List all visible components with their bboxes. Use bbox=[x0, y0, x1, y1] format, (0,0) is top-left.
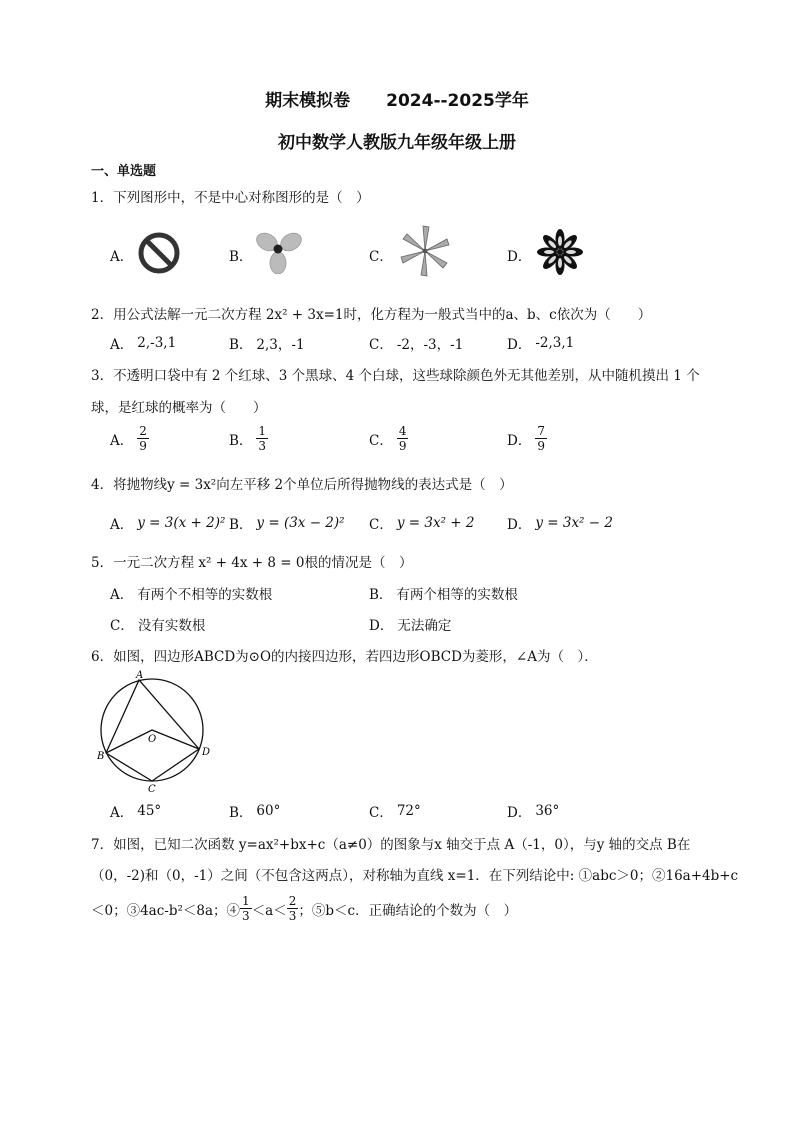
q5-option-a-value: 有两个不相等的实数根 bbox=[137, 587, 273, 603]
q4-option-b-value: y = (3x − 2)² bbox=[256, 515, 345, 531]
q3-d-denominator: 9 bbox=[537, 439, 545, 453]
q5-option-b-label: B． bbox=[369, 587, 393, 603]
label-c: C bbox=[148, 784, 156, 793]
label-a: A bbox=[136, 670, 144, 681]
q2-option-d-value: -2,3,1 bbox=[535, 335, 575, 351]
exam-title-year: 2024--2025学年 bbox=[386, 91, 529, 111]
q5-option-c bbox=[110, 614, 205, 634]
q2-option-c bbox=[369, 333, 463, 353]
q4-option-d bbox=[507, 513, 613, 533]
q6-option-c bbox=[369, 801, 421, 821]
q2-option-b-label: B． bbox=[229, 337, 253, 353]
q2-option-b bbox=[229, 333, 305, 353]
q4-option-a-value: y = 3(x + 2)² bbox=[137, 515, 226, 531]
q7-line3-part-c: ；⑤b＜c．正确结论的个数为（ ） bbox=[298, 902, 518, 919]
q3-option-c-label: C． bbox=[369, 432, 393, 449]
q1-option-c bbox=[369, 245, 397, 265]
q5-option-c-label: C． bbox=[110, 618, 134, 634]
q3-option-d-label: D． bbox=[507, 432, 532, 449]
q5-option-b-value: 有两个相等的实数根 bbox=[396, 587, 518, 603]
q3-a-numerator: 2 bbox=[139, 424, 147, 438]
q3-option-a-fraction bbox=[137, 424, 149, 453]
q6-circle-quadrilateral-figure bbox=[92, 668, 217, 793]
q3-option-a-label: A． bbox=[110, 432, 134, 449]
exam-title bbox=[0, 86, 794, 111]
q6-option-b-label: B． bbox=[229, 805, 253, 821]
q4-option-d-label: D． bbox=[507, 517, 532, 533]
q2-option-c-value: -2，-3，-1 bbox=[396, 337, 464, 353]
q6-option-a-label: A． bbox=[110, 805, 134, 821]
q6-option-c-label: C． bbox=[369, 805, 393, 821]
flower-icon bbox=[535, 227, 585, 277]
q3-c-numerator: 4 bbox=[398, 424, 407, 438]
flower-petal-highlight bbox=[544, 250, 554, 254]
question-4-text: 4．将抛物线y = 3x²向左平移 2个单位后所得抛物线的表达式是（ ） bbox=[91, 477, 513, 493]
q2-option-c-label: C． bbox=[369, 337, 393, 353]
q3-b-numerator: 1 bbox=[258, 424, 267, 438]
q4-option-c-value: y = 3x² + 2 bbox=[396, 515, 475, 531]
q7-frac1-denominator: 3 bbox=[242, 909, 250, 923]
question-6-text: 6．如图，四边形ABCD为⊙O的内接四边形，若四边形OBCD为菱形，∠A为（ ）． bbox=[91, 649, 598, 665]
q4-option-c bbox=[369, 513, 474, 533]
section-heading: 一、单选题 bbox=[91, 164, 157, 179]
q7-fraction-two-thirds bbox=[287, 894, 299, 923]
q2-option-a-label: A． bbox=[110, 337, 134, 353]
q3-d-numerator: 7 bbox=[537, 424, 545, 438]
question-3-text-line2: 球，是红球的概率为（ ） bbox=[91, 400, 267, 416]
q3-option-c-fraction bbox=[397, 424, 409, 453]
q7-line3-part-b: ＜a＜ bbox=[251, 902, 287, 919]
q3-option-d bbox=[507, 424, 547, 453]
exam-title-name: 期末模拟卷 bbox=[265, 91, 351, 111]
question-7-line1: 7．如图，已知二次函数 y=ax²+bx+c（a≠0）的图象与x 轴交于点 A（-1，0），与y 轴的交点 B在 bbox=[91, 837, 691, 853]
q3-option-d-fraction bbox=[535, 424, 547, 453]
q7-frac2-numerator: 2 bbox=[288, 894, 297, 908]
question-1-text: 1．下列图形中，不是中心对称图形的是（ ） bbox=[91, 190, 370, 206]
q3-option-c bbox=[369, 424, 408, 453]
label-b: B bbox=[97, 751, 105, 762]
q6-option-b bbox=[229, 801, 280, 821]
q5-option-a-label: A． bbox=[110, 587, 134, 603]
q1-option-c-label: C． bbox=[369, 249, 393, 265]
q3-option-b-label: B． bbox=[229, 432, 253, 449]
question-7-line3 bbox=[91, 894, 517, 923]
q3-b-denominator: 3 bbox=[258, 439, 267, 453]
q4-option-d-value: y = 3x² − 2 bbox=[535, 515, 613, 531]
q2-option-a-value: 2,-3,1 bbox=[137, 335, 177, 351]
pinwheel-icon bbox=[397, 223, 453, 279]
question-7-line2: （0，-2)和（0，-1）之间（不包含这两点），对称轴为直线 x=1．在下列结论中: ①abc＞0；②16a+4b+c bbox=[91, 868, 739, 884]
q5-option-c-value: 没有实数根 bbox=[137, 618, 206, 634]
q2-option-b-value: 2,3，-1 bbox=[256, 337, 305, 353]
q2-option-d-label: D． bbox=[507, 337, 532, 353]
q1-option-d-label: D． bbox=[507, 249, 532, 265]
q5-option-d bbox=[369, 614, 451, 634]
q7-fraction-one-third bbox=[240, 894, 252, 923]
q5-option-a bbox=[110, 583, 272, 603]
q7-line3-part-a: ＜0；③4ac-b²＜8a；④ bbox=[91, 902, 241, 919]
q6-option-d-value: 36° bbox=[535, 803, 560, 819]
q4-option-a bbox=[110, 513, 225, 533]
q1-option-b-label: B． bbox=[229, 249, 253, 265]
q4-option-b-label: B． bbox=[229, 517, 253, 533]
q1-option-a-label: A． bbox=[110, 249, 134, 265]
q6-option-a bbox=[110, 801, 161, 821]
q7-frac1-numerator: 1 bbox=[242, 894, 250, 908]
q7-frac2-denominator: 3 bbox=[288, 909, 297, 923]
q6-option-d bbox=[507, 801, 559, 821]
q4-option-c-label: C． bbox=[369, 517, 393, 533]
q5-option-b bbox=[369, 583, 518, 603]
label-o: O bbox=[148, 734, 157, 745]
exam-subtitle: 初中数学人教版九年级年级上册 bbox=[278, 133, 516, 153]
label-d: D bbox=[202, 747, 211, 758]
q3-c-denominator: 9 bbox=[398, 439, 407, 453]
q4-option-a-label: A． bbox=[110, 517, 134, 533]
fan-icon bbox=[253, 228, 303, 274]
q6-option-c-value: 72° bbox=[396, 803, 421, 819]
q3-option-a bbox=[110, 424, 149, 453]
q5-option-d-value: 无法确定 bbox=[397, 618, 452, 634]
q1-option-d bbox=[507, 245, 535, 265]
q6-option-b-value: 60° bbox=[256, 803, 281, 819]
q3-a-denominator: 9 bbox=[139, 439, 147, 453]
flower-petal-highlight bbox=[558, 258, 562, 268]
q1-option-a bbox=[110, 245, 137, 265]
q4-option-b bbox=[229, 513, 345, 533]
q5-option-d-label: D． bbox=[369, 618, 394, 634]
q2-option-a bbox=[110, 333, 176, 353]
flower-petal-highlight bbox=[566, 250, 576, 254]
q2-option-d bbox=[507, 333, 574, 353]
question-3-text-line1: 3．不透明口袋中有 2 个红球、3 个黑球、4 个白球，这些球除颜色外无其他差别，从中随机摸出 1 个 bbox=[91, 368, 700, 384]
q3-option-b-fraction bbox=[256, 424, 268, 453]
no-entry-sign-icon bbox=[137, 231, 181, 275]
q3-option-b bbox=[229, 424, 268, 453]
question-5-text: 5．一元二次方程 x² + 4x + 8 = 0根的情况是（ ） bbox=[91, 555, 413, 571]
q6-option-d-label: D． bbox=[507, 805, 532, 821]
question-2-text: 2．用公式法解一元二次方程 2x² + 3x=1时，化方程为一般式当中的a、b、c依次为（ ） bbox=[91, 307, 652, 323]
q6-option-a-value: 45° bbox=[137, 803, 162, 819]
flower-petal-highlight bbox=[558, 236, 562, 246]
